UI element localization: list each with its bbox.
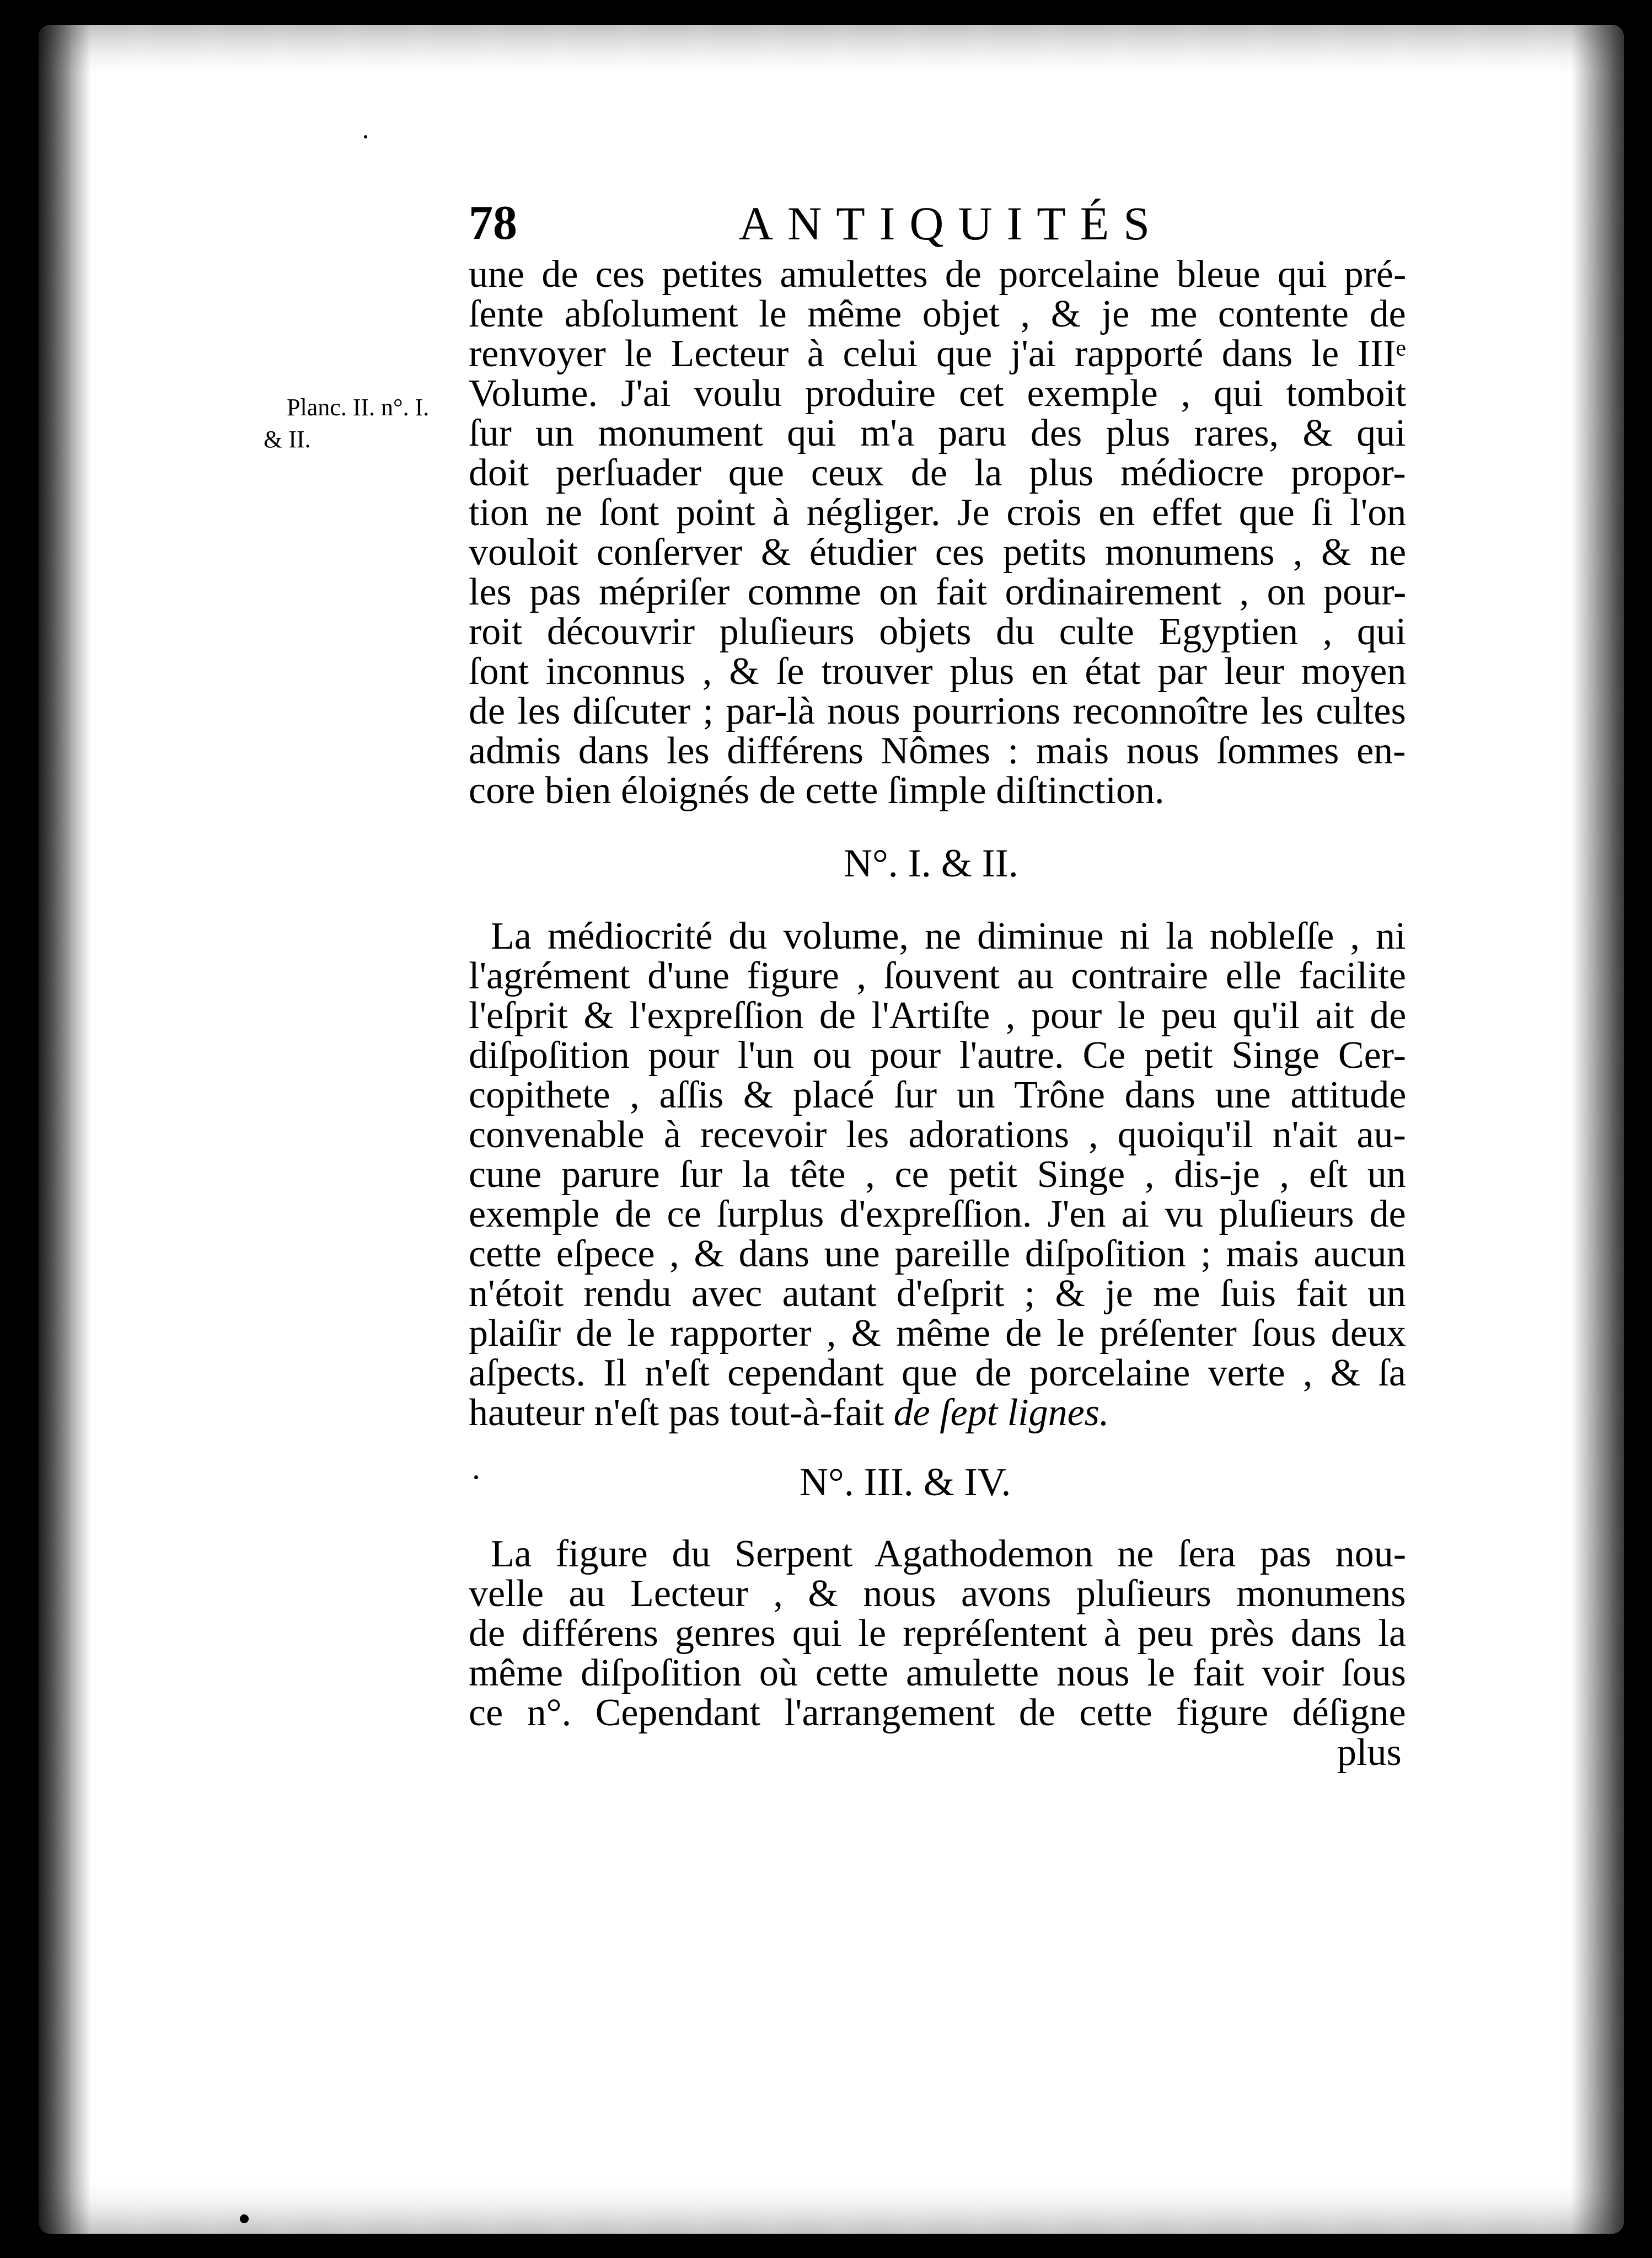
text-line: une de ces petites amulettes de porcelaine bleue qui pré- xyxy=(469,253,1407,296)
section-heading-1: N°. I. & II. xyxy=(844,841,1018,885)
text-line: ſur un monument qui m'a paru des plus rares, & qui xyxy=(469,412,1406,454)
catchword: plus xyxy=(1337,1731,1402,1774)
text-line: de les diſcuter ; par-là nous pourrions reconnoître les cultes xyxy=(469,690,1406,732)
text-run: hauteur n'eſt pas tout-à-fait xyxy=(469,1392,894,1434)
running-header xyxy=(469,196,1406,256)
text-line: l'agrément d'une figure , ſouvent au contraire elle facilite xyxy=(469,955,1406,997)
text-line: tion ne ſont point à négliger. Je crois en effet que ſi l'on xyxy=(469,491,1407,534)
text-line: velle au Lecteur , & nous avons pluſieurs monumens xyxy=(469,1572,1406,1615)
text-line: même diſpoſition où cette amulette nous le fait voir ſous xyxy=(469,1652,1406,1694)
text-line: les pas mépriſer comme on fait ordinairement , on pour- xyxy=(469,571,1407,613)
italic-measure: de ſept lignes. xyxy=(893,1392,1109,1434)
text-line: ſont inconnus , & ſe trouver plus en état par leur moyen xyxy=(469,650,1407,693)
text-line: diſpoſition pour l'un ou pour l'autre. Ce petit Singe Cer- xyxy=(469,1034,1406,1077)
ink-speck xyxy=(240,2214,249,2223)
text-line: n'étoit rendu avec autant d'eſprit ; & je me ſuis fait un xyxy=(469,1272,1406,1315)
page-right-shadow xyxy=(1571,25,1624,2234)
margin-note-plate-ref-cont: & II. xyxy=(264,426,311,453)
running-title: ANTIQUITÉS xyxy=(739,197,1165,250)
text-line: roit découvrir pluſieurs objets du culte Egyptien , qui xyxy=(469,611,1407,653)
text-line: l'eſprit & l'expreſſion de l'Artiſte , pour le peu qu'il ait de xyxy=(469,994,1407,1037)
text-line: admis dans les différens Nômes : mais nous ſommes en- xyxy=(469,730,1406,772)
text-line: cune parure ſur la tête , ce petit Singe , dis-je , eſt un xyxy=(469,1153,1406,1196)
text-line: ſente abſolument le même objet , & je me contente de xyxy=(469,293,1406,335)
text-line: aſpects. Il n'eſt cependant que de porcelaine verte , & ſa xyxy=(469,1352,1406,1394)
text-line: exemple de ce ſurplus d'expreſſion. J'en ai vu pluſieurs de xyxy=(469,1193,1406,1235)
margin-note-plate-ref: Planc. II. n°. I. xyxy=(287,394,430,421)
text-line: de différens genres qui le repréſentent à peu près dans la xyxy=(469,1612,1407,1655)
text-line: ce n°. Cependant l'arrangement de cette figure déſigne xyxy=(469,1692,1406,1734)
text-line: core bien éloignés de cette ſimple diſtinction. xyxy=(469,769,1165,812)
text-line: plaiſir de le rapporter , & même de le préſenter ſous deux xyxy=(469,1312,1406,1355)
ink-speck xyxy=(474,1475,478,1479)
text-line: vouloit conſerver & étudier ces petits monumens , & ne xyxy=(469,531,1407,574)
text-line: copithete , aſſis & placé ſur un Trône dans une attitude xyxy=(469,1074,1407,1116)
text-line: doit perſuader que ceux de la plus médiocre propor- xyxy=(469,452,1406,494)
text-line-last xyxy=(469,1393,1109,1433)
text-line: convenable à recevoir les adorations , quoiqu'il n'ait au- xyxy=(469,1114,1406,1156)
text-line: Volume. J'ai voulu produire cet exemple , qui tomboit xyxy=(469,372,1407,415)
text-line: La figure du Serpent Agathodemon ne ſera pas nou- xyxy=(491,1533,1407,1575)
text-line: La médiocrité du volume, ne diminue ni la nobleſſe , ni xyxy=(491,915,1406,957)
page-left-shadow xyxy=(39,25,91,2234)
page-number: 78 xyxy=(469,196,517,250)
text-line: renvoyer le Lecteur à celui que j'ai rapporté dans le IIIᵉ xyxy=(469,333,1406,375)
section-heading-2: N°. III. & IV. xyxy=(800,1460,1011,1504)
text-line: cette eſpece , & dans une pareille diſpoſition ; mais aucun xyxy=(469,1233,1406,1275)
ink-speck xyxy=(364,135,367,138)
